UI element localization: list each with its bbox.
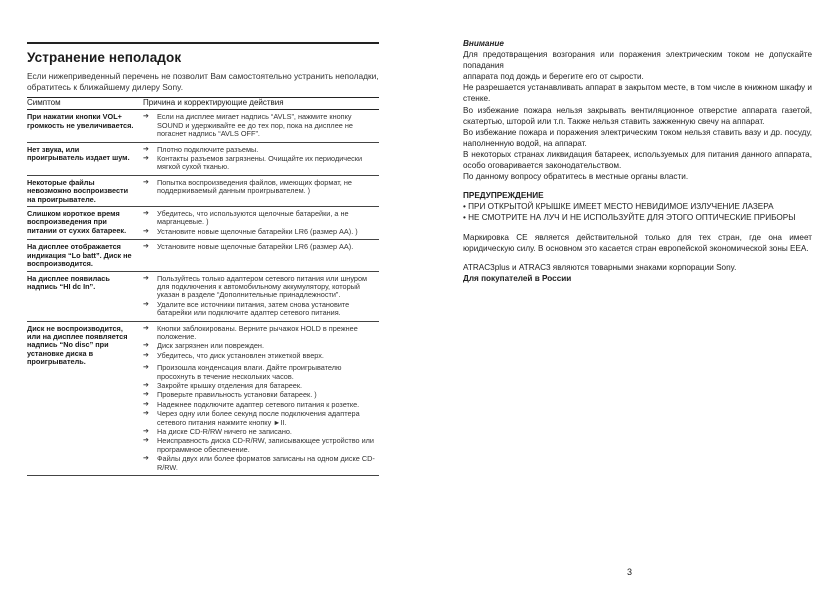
arrow-icon: ➔ xyxy=(143,324,149,332)
arrow-icon: ➔ xyxy=(143,455,149,463)
arrow-icon: ➔ xyxy=(143,243,149,251)
cause-text: Убедитесь, что используются щелочные батарейки, а не марганцевые. ) xyxy=(157,209,349,227)
cause-item xyxy=(143,146,379,154)
cause-item xyxy=(143,325,379,342)
cause-cell xyxy=(143,271,379,321)
col-cause-header: Причина и корректирующие действия xyxy=(143,98,379,110)
cause-text: Установите новые щелочные батарейки LR6 (размер АА). xyxy=(157,242,354,252)
buyers-heading: Для покупателей в России xyxy=(463,273,572,283)
text-line: аппарата под дождь и берегите его от сырости. xyxy=(463,72,644,82)
cause-text: Удалите все источники питания, затем снова установите батарейки или подключите адаптер сетевого питания. xyxy=(157,299,350,318)
top-rule xyxy=(27,42,379,44)
arrow-icon: ➔ xyxy=(143,400,149,408)
note-title: Внимание xyxy=(463,39,504,48)
warning-text xyxy=(463,201,812,223)
trademark-text: ATRAC3plus и ATRAC3 являются товарными знаками корпорации Sony. xyxy=(463,262,737,272)
cause-text: Через одну или более секунд после подключения адаптера сетевого питания нажмите кнопку ►II. xyxy=(157,409,360,427)
cause-cell xyxy=(143,207,379,240)
table-row xyxy=(27,175,379,206)
cause-item xyxy=(143,382,379,390)
symptom-cell: На дисплее появилась надпись “HI dc In”. xyxy=(27,271,143,321)
text-line: По данному вопросу обратитесь в местные органы власти. xyxy=(463,172,689,182)
cause-text: На диске CD-R/RW ничего не записано. xyxy=(157,427,292,436)
cause-item xyxy=(143,228,379,236)
cause-cell xyxy=(143,321,379,476)
cause-text: Попытка воспроизведения файлов, имеющих формат, не поддерживаемый данным проигрывателем. ) xyxy=(157,177,352,196)
cause-item xyxy=(143,437,379,454)
arrow-icon: ➔ xyxy=(143,210,149,218)
cause-item xyxy=(143,352,379,360)
cause-item xyxy=(143,428,379,436)
cause-item xyxy=(143,391,379,399)
cause-text: Проверьте правильность установки батареек. ) xyxy=(157,390,317,400)
cause-item xyxy=(143,455,379,472)
cause-item xyxy=(143,364,379,381)
cause-text: Плотно подключите разъемы. xyxy=(157,144,259,154)
text-line: • НЕ СМОТРИТЕ НА ЛУЧ И НЕ ИСПОЛЬЗУЙТЕ ДЛЯ ЭТОГО ОПТИЧЕСКИЕ ПРИБОРЫ xyxy=(463,213,796,223)
cause-item xyxy=(143,210,379,227)
cause-item xyxy=(143,410,379,427)
note-text xyxy=(463,49,812,182)
arrow-icon: ➔ xyxy=(143,381,149,389)
symptom-cell: При нажатии кнопки VOL+ громкость не увеличивается. xyxy=(27,110,143,142)
cause-cell xyxy=(143,142,379,175)
cause-cell xyxy=(143,240,379,271)
warning-title: ПРЕДУПРЕЖДЕНИЕ xyxy=(463,191,544,201)
safety-section xyxy=(463,38,812,284)
symptom-cell: Диск не воспроизводится, или на дисплее появляется надпись “No disc” при установке диска в проигрыватель. xyxy=(27,321,143,476)
cause-item xyxy=(143,275,379,300)
arrow-icon: ➔ xyxy=(143,364,149,372)
arrow-icon: ➔ xyxy=(143,351,149,359)
arrow-icon: ➔ xyxy=(143,113,149,121)
arrow-icon: ➔ xyxy=(143,178,149,186)
cause-item xyxy=(143,113,379,138)
arrow-icon: ➔ xyxy=(143,145,149,153)
ce-text: Маркировка СЕ является действительной только для тех стран, где она имеет юридическую силу. В основном это касается стран европейской экономической зоны ЕЕА. xyxy=(463,232,812,253)
cause-text: Кнопки заблокированы. Верните рычажок HOLD в прежнее положение. xyxy=(157,323,358,341)
cause-cell xyxy=(143,110,379,142)
page-number: 3 xyxy=(627,567,633,577)
arrow-icon: ➔ xyxy=(143,342,149,350)
intro-text: Если нижеприведенный перечень не позволит Вам самостоятельно устранить неполадки, обратитесь к ближайшему дилеру Sony. xyxy=(27,71,379,92)
cause-item xyxy=(143,342,379,350)
text-line: Во избежание пожара нельзя закрывать вентиляционное отверстие аппарата газетой, скатертью, шторой или т.п. Также нельзя ставить зажженную свечу на аппарат. xyxy=(463,105,812,126)
table-row xyxy=(27,240,379,271)
cause-text: Произошла конденсация влаги. Дайте проигрывателю просохнуть в течение нескольких часов. xyxy=(157,363,342,381)
cause-text: Контакты разъемов загрязнены. Очищайте их периодически мягкой сухой тканью. xyxy=(157,154,363,172)
page-title: Устранение неполадок xyxy=(27,50,182,65)
cause-text: Закройте крышку отделения для батареек. xyxy=(157,380,303,390)
cause-item xyxy=(143,301,379,318)
text-line: • ПРИ ОТКРЫТОЙ КРЫШКЕ ИМЕЕТ МЕСТО НЕВИДИМОЕ ИЗЛУЧЕНИЕ ЛАЗЕРА xyxy=(463,202,774,212)
cause-item xyxy=(143,401,379,409)
arrow-icon: ➔ xyxy=(143,300,149,308)
arrow-icon: ➔ xyxy=(143,391,149,399)
text-line: Не разрешается устанавливать аппарат в закрытом месте, в том числе в книжном шкафу и стенке. xyxy=(463,83,812,104)
cause-text: Установите новые щелочные батарейки LR6 (размер АА). ) xyxy=(157,226,358,236)
symptom-cell: Слишком короткое время воспроизведения при питании от сухих батареек. xyxy=(27,207,143,240)
col-symptom-header: Симптом xyxy=(27,98,143,110)
table-row xyxy=(27,142,379,175)
table-row xyxy=(27,207,379,240)
arrow-icon: ➔ xyxy=(143,437,149,445)
cause-text: Неисправность диска CD-R/RW, записывающее устройство или программное обеспечение. xyxy=(157,436,375,454)
symptom-cell: Нет звука, или проигрыватель издает шум. xyxy=(27,142,143,175)
troubleshooting-table xyxy=(27,97,379,476)
arrow-icon: ➔ xyxy=(143,274,149,282)
cause-text: Убедитесь, что диск установлен этикеткой вверх. xyxy=(157,350,324,360)
symptom-cell: На дисплее отображается индикация “Lo batt”. Диск не воспроизводится. xyxy=(27,240,143,271)
cause-item xyxy=(143,243,379,251)
arrow-icon: ➔ xyxy=(143,227,149,235)
table-row xyxy=(27,271,379,321)
text-line: В некоторых странах ликвидация батареек, используемых для питания данного аппарата, особо оговаривается законодательством. xyxy=(463,149,812,171)
text-line: Во избежание пожара и поражения электрическим током нельзя ставить вазу и др. посуду, наполненную водой, на аппарат. xyxy=(463,127,812,148)
arrow-icon: ➔ xyxy=(143,428,149,435)
arrow-icon: ➔ xyxy=(143,410,149,418)
cause-text: Если на дисплее мигает надпись “AVLS”, нажмите кнопку SOUND и удерживайте ее до тех пор, пока на дисплее не погаснет надпись “AVLS OFF”. xyxy=(157,112,353,139)
cause-text: Надежнее подключите адаптер сетевого питания к розетке. xyxy=(157,399,360,409)
cause-cell xyxy=(143,175,379,206)
cause-text: Пользуйтесь только адаптером сетевого питания или шнуром для подключения к автомобильному аккумулятору, который указан в разделе “Дополнительные принадлежности”. xyxy=(157,273,368,300)
table-row xyxy=(27,321,379,476)
cause-text: Файлы двух или более форматов записаны на одном диске CD-R/RW. xyxy=(157,454,375,472)
cause-item xyxy=(143,155,379,172)
troubleshooting-section xyxy=(27,42,379,476)
table-row xyxy=(27,110,379,142)
symptom-cell: Некоторые файлы невозможно воспроизвести на проигрывателе. xyxy=(27,175,143,206)
cause-item xyxy=(143,179,379,196)
arrow-icon: ➔ xyxy=(143,155,149,163)
cause-text: Диск загрязнен или поврежден. xyxy=(157,341,264,351)
text-line: Для предотвращения возгорания или поражения электрическим током не допускайте попадания xyxy=(463,50,812,71)
